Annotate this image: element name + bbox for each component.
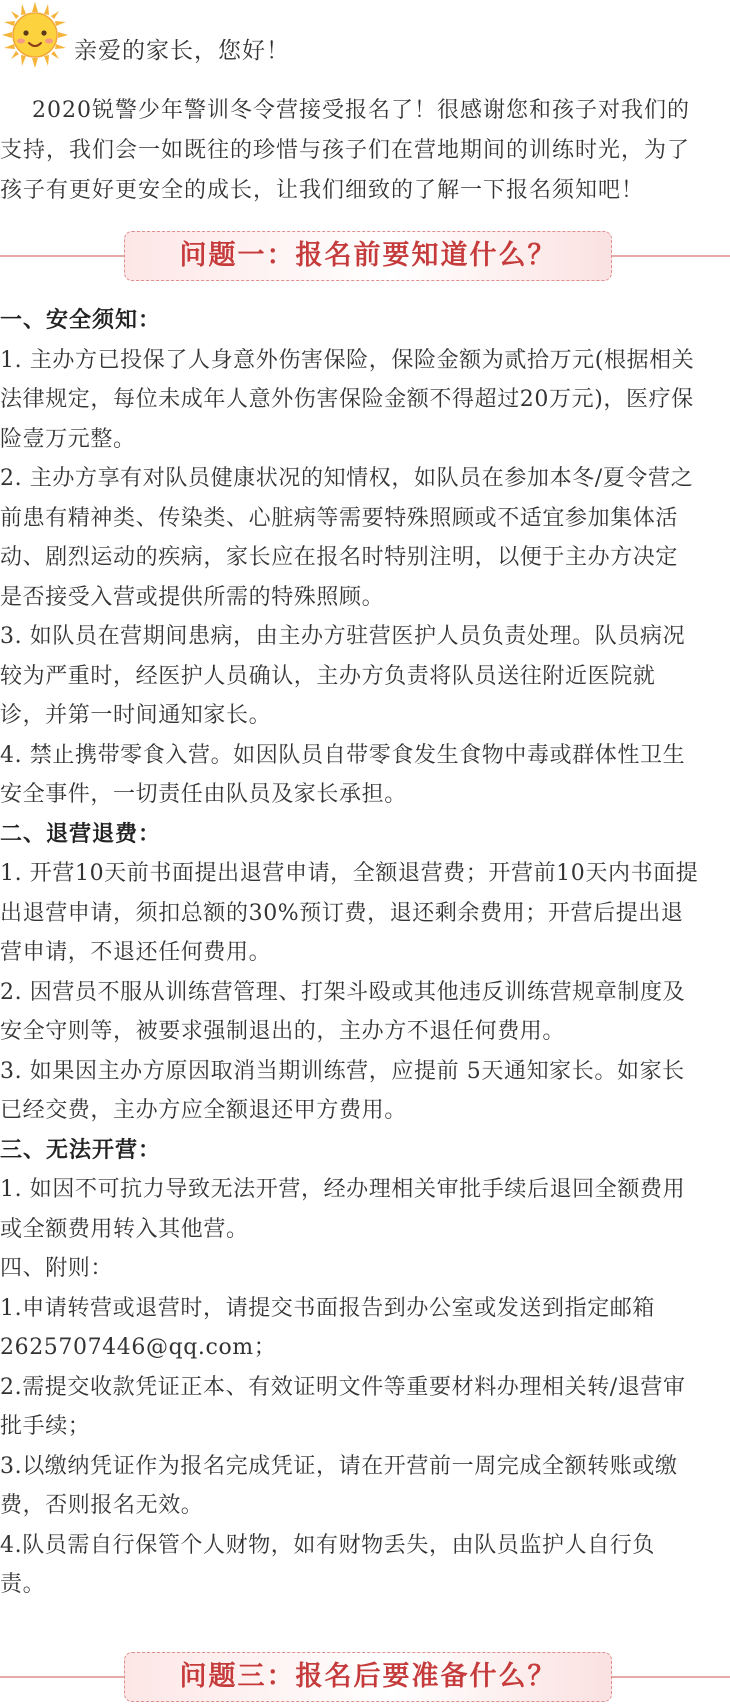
text-line: 是否接受入营或提供所需的特殊照顾。 <box>0 584 385 610</box>
text-line: 费，否则报名无效。 <box>0 1493 204 1518</box>
email-text: 2625707446@qq.com； <box>0 1335 277 1360</box>
text-line: 出退营申请，须扣总额的30%预订费，退还剩余费用；开营后提出退 <box>0 900 684 926</box>
section-banner-question-1 <box>0 231 730 283</box>
intro-line: 支持，我们会一如既往的珍惜与孩子们在营地期间的训练时光，为了 <box>0 138 691 163</box>
text-line: 2. 主办方享有对队员健康状况的知情权，如队员在参加本冬/夏令营之 <box>0 466 694 491</box>
text-line: 3. 如果因主办方原因取消当期训练营，应提前 5天通知家长。如家长 <box>0 1058 685 1084</box>
intro-paragraph <box>0 91 730 211</box>
text-line: 安全守则等，被要求强制退出的，主办方不退任何费用。 <box>0 1019 566 1044</box>
section-heading-no-camp: 三、无法开营： <box>0 1137 162 1163</box>
intro-line: 孩子有更好更安全的成长，让我们细致的了解一下报名须知吧！ <box>0 178 645 203</box>
greeting-header <box>0 0 730 70</box>
text-line: 诊，并第一时间通知家长。 <box>0 703 272 728</box>
text-line: 1. 开营10天前书面提出退营申请，全额退营费；开营前10天内书面提 <box>0 861 699 886</box>
text-line: 4.队员需自行保管个人财物，如有财物丢失，由队员监护人自行负 <box>0 1532 655 1558</box>
text-line: 2. 因营员不服从训练营管理、打架斗殴或其他违反训练营规章制度及 <box>0 979 686 1005</box>
text-line: 批手续； <box>0 1414 91 1439</box>
text-line: 1.申请转营或退营时，请提交书面报告到办公室或发送到指定邮箱 <box>0 1295 655 1321</box>
text-line: 1. 主办方已投保了人身意外伤害保险，保险金额为贰拾万元(根据相关 <box>0 347 695 373</box>
text-line: 3. 如队员在营期间患病，由主办方驻营医护人员负责处理。队员病况 <box>0 624 686 649</box>
text-line: 1. 如因不可抗力导致无法开营，经办理相关审批手续后退回全额费用 <box>0 1177 686 1202</box>
section-heading-refund: 二、退营退费： <box>0 821 162 847</box>
text-line: 或全额费用转入其他营。 <box>0 1216 249 1242</box>
text-line: 营申请，不退还任何费用。 <box>0 940 272 965</box>
banner-box <box>124 1652 612 1702</box>
text-line: 4. 禁止携带零食入营。如因队员自带零食发生食物中毒或群体性卫生 <box>0 742 686 768</box>
text-line: 2.需提交收款凭证正本、有效证明文件等重要材料办理相关转/退营审 <box>0 1374 686 1400</box>
intro-line: 2020锐警少年警训冬令营接受报名了！很感谢您和孩子对我们的 <box>0 98 690 123</box>
section-banner-question-3 <box>0 1652 730 1704</box>
banner-title: 问题三：报名后要准备什么？ <box>179 1661 557 1692</box>
text-line: 已经交费，主办方应全额退还甲方费用。 <box>0 1098 407 1123</box>
text-line: 较为严重时，经医护人员确认，主办方负责将队员送往附近医院就 <box>0 663 656 689</box>
sun-emoji-icon <box>2 2 68 68</box>
section-heading-safety: 一、安全须知： <box>0 308 162 333</box>
text-line: 动、剧烈运动的疾病，家长应在报名时特别注明，以便于主办方决定 <box>0 545 679 570</box>
text-line: 前患有精神类、传染类、心脏病等需要特殊照顾或不适宜参加集体活 <box>0 505 679 531</box>
banner-box <box>124 231 612 281</box>
text-line: 3.以缴纳凭证作为报名完成凭证，请在开营前一周完成全额转账或缴 <box>0 1453 678 1479</box>
text-line: 险壹万元整。 <box>0 426 136 452</box>
section-heading-appendix: 四、附则： <box>0 1256 114 1281</box>
notice-content <box>0 301 730 1605</box>
text-line: 责。 <box>0 1572 46 1597</box>
banner-title: 问题一：报名前要知道什么？ <box>179 240 557 271</box>
text-line: 安全事件，一切责任由队员及家长承担。 <box>0 782 407 807</box>
greeting-text: 亲爱的家长，您好！ <box>74 38 290 64</box>
text-line: 法律规定，每位未成年人意外伤害保险金额不得超过20万元)，医疗保 <box>0 387 694 412</box>
